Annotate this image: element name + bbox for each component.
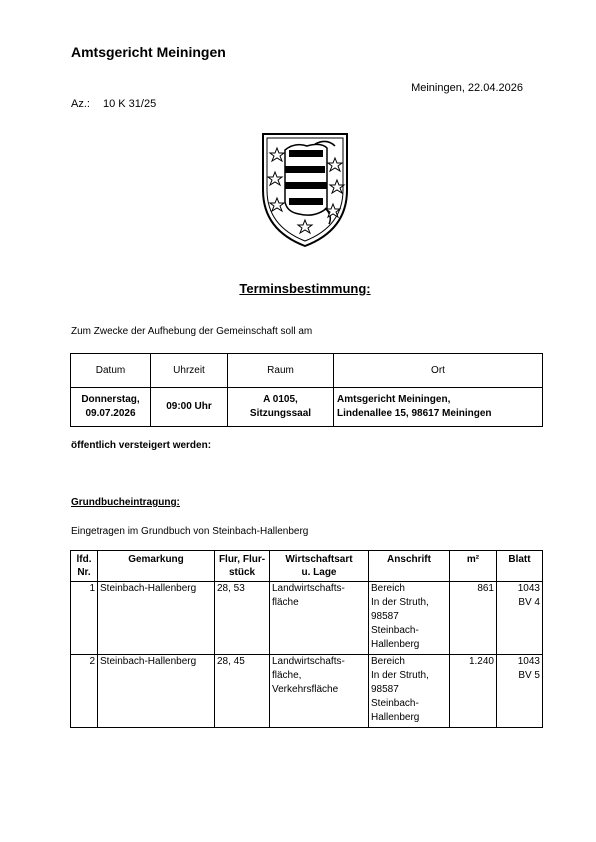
row-district: Steinbach-Hallenberg (98, 655, 215, 728)
row-number: 1 (71, 582, 98, 655)
coat-of-arms-icon (255, 128, 355, 252)
file-number-label: Az.: (71, 98, 90, 110)
appointment-time: 09:00 Uhr (151, 388, 228, 427)
section-title: Grundbucheintragung: (71, 497, 180, 508)
section-intro: Eingetragen im Grundbuch von Steinbach-Hallenberg (71, 526, 309, 537)
col-header-usage: Wirtschaftsart u. Lage (270, 551, 369, 582)
row-area: 1.240 (450, 655, 497, 728)
intro-text: Zum Zwecke der Aufhebung der Gemeinschaft soll am (71, 326, 313, 337)
row-sheet: 1043 BV 4 (497, 582, 543, 655)
col-header-parcel: Flur, Flur- stück (215, 551, 270, 582)
appointment-room: A 0105, Sitzungssaal (228, 388, 334, 427)
col-header-sheet: Blatt (497, 551, 543, 582)
appointment-place: Amtsgericht Meiningen, Lindenallee 15, 98617 Meiningen (334, 388, 543, 427)
col-header-time: Uhrzeit (151, 354, 228, 388)
row-sheet: 1043 BV 5 (497, 655, 543, 728)
row-number: 2 (71, 655, 98, 728)
row-usage: Landwirtschafts- fläche (270, 582, 369, 655)
row-district: Steinbach-Hallenberg (98, 582, 215, 655)
file-number: 10 K 31/25 (103, 98, 157, 110)
col-header-area: m² (450, 551, 497, 582)
col-header-date: Datum (71, 354, 151, 388)
col-header-place: Ort (334, 354, 543, 388)
col-header-room: Raum (228, 354, 334, 388)
row-parcel: 28, 45 (215, 655, 270, 728)
table-row (71, 582, 543, 655)
row-usage: Landwirtschafts- fläche, Verkehrsfläche (270, 655, 369, 728)
col-header-address: Anschrift (369, 551, 450, 582)
land-register-table (70, 550, 543, 728)
court-name: Amtsgericht Meiningen (71, 44, 226, 60)
row-address: Bereich In der Struth, 98587 Steinbach- Hallenberg (369, 582, 450, 655)
appointment-date: Donnerstag, 09.07.2026 (71, 388, 151, 427)
row-address: Bereich In der Struth, 98587 Steinbach- Hallenberg (369, 655, 450, 728)
place-date: Meiningen, 22.04.2026 (411, 82, 523, 94)
col-header-district: Gemarkung (98, 551, 215, 582)
page-title: Terminsbestimmung: (239, 281, 371, 296)
row-area: 861 (450, 582, 497, 655)
appointment-table (70, 353, 543, 427)
auction-text: öffentlich versteigert werden: (71, 440, 212, 451)
col-header-number: lfd. Nr. (71, 551, 98, 582)
row-parcel: 28, 53 (215, 582, 270, 655)
table-row (71, 655, 543, 728)
